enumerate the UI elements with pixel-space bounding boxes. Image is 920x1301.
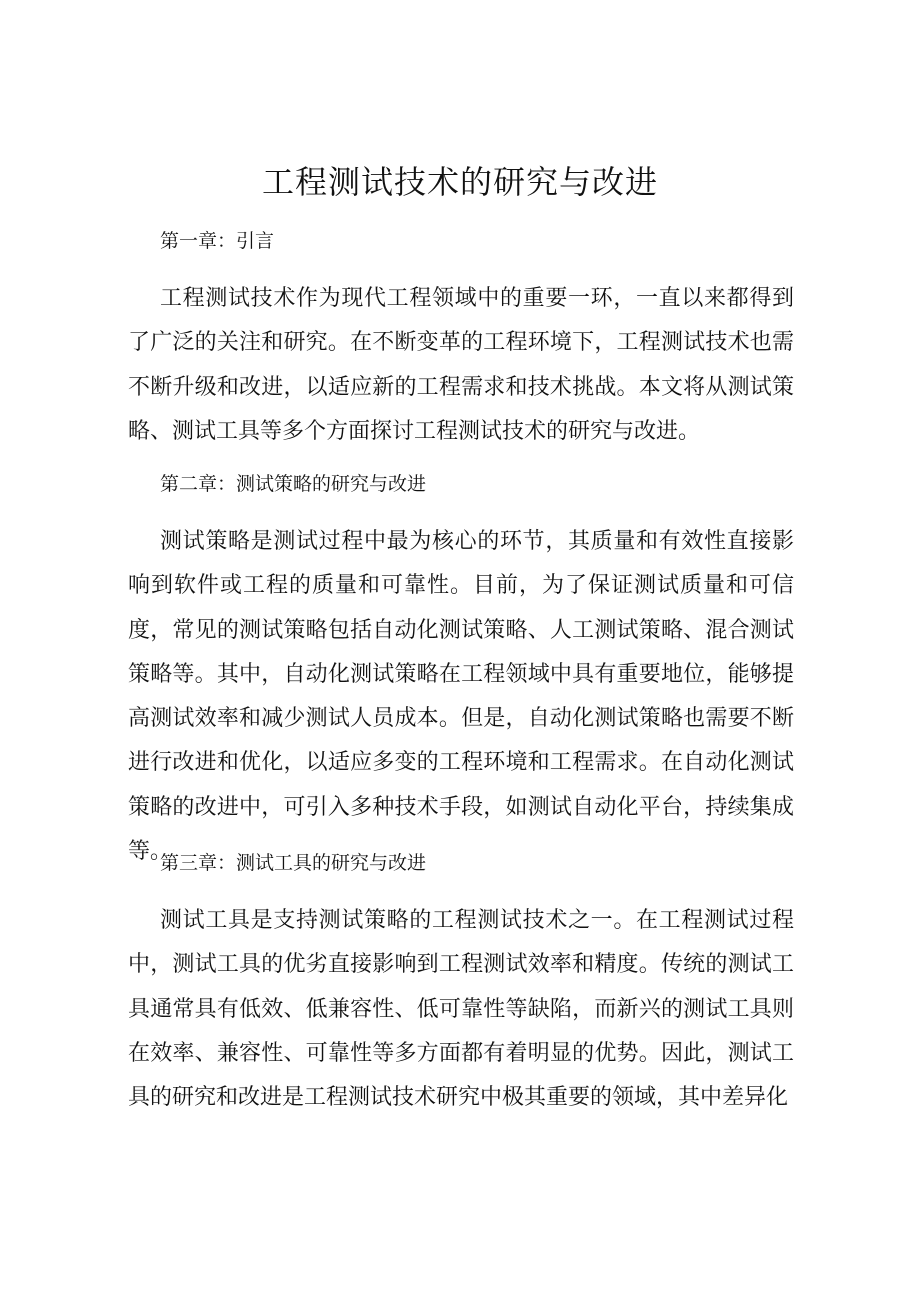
section-heading-test-tools: 第三章：测试工具的研究与改进 bbox=[160, 852, 427, 874]
section-heading-test-strategy: 第二章：测试策略的研究与改进 bbox=[160, 473, 427, 495]
section-paragraph-test-tools: 测试工具是支持测试策略的工程测试技术之一。在工程测试过程中，测试工具的优劣直接影响到工程测试效率和精度。传统的测试工具通常具有低效、低兼容性、低可靠性等缺陷，而新兴的测试工具则在效率、兼容性、可靠性等多方面都有着明显的优势。因此，测试工具的研究和改进是工程测试技术研究中极其重要的领域，其中差异化 bbox=[128, 908, 794, 1111]
section-paragraph-introduction: 工程测试技术作为现代工程领域中的重要一环，一直以来都得到了广泛的关注和研究。在不断变革的工程环境下，工程测试技术也需不断升级和改进，以适应新的工程需求和技术挑战。本文将从测试策略、测试工具等多个方面探讨工程测试技术的研究与改进。 bbox=[128, 286, 794, 444]
document-title: 工程测试技术的研究与改进 bbox=[261, 163, 658, 201]
section-paragraph-test-strategy: 测试策略是测试过程中最为核心的环节，其质量和有效性直接影响到软件或工程的质量和可靠性。目前，为了保证测试质量和可信度，常见的测试策略包括自动化测试策略、人工测试策略、混合测试策略等。其中，自动化测试策略在工程领域中具有重要地位，能够提高测试效率和减少测试人员成本。但是，自动化测试策略也需要不断进行改进和优化，以适应多变的工程环境和工程需求。在自动化测试策略的改进中，可引入多种技术手段，如测试自动化平台，持续集成等。 bbox=[128, 529, 794, 865]
section-heading-introduction: 第一章：引言 bbox=[160, 230, 275, 252]
